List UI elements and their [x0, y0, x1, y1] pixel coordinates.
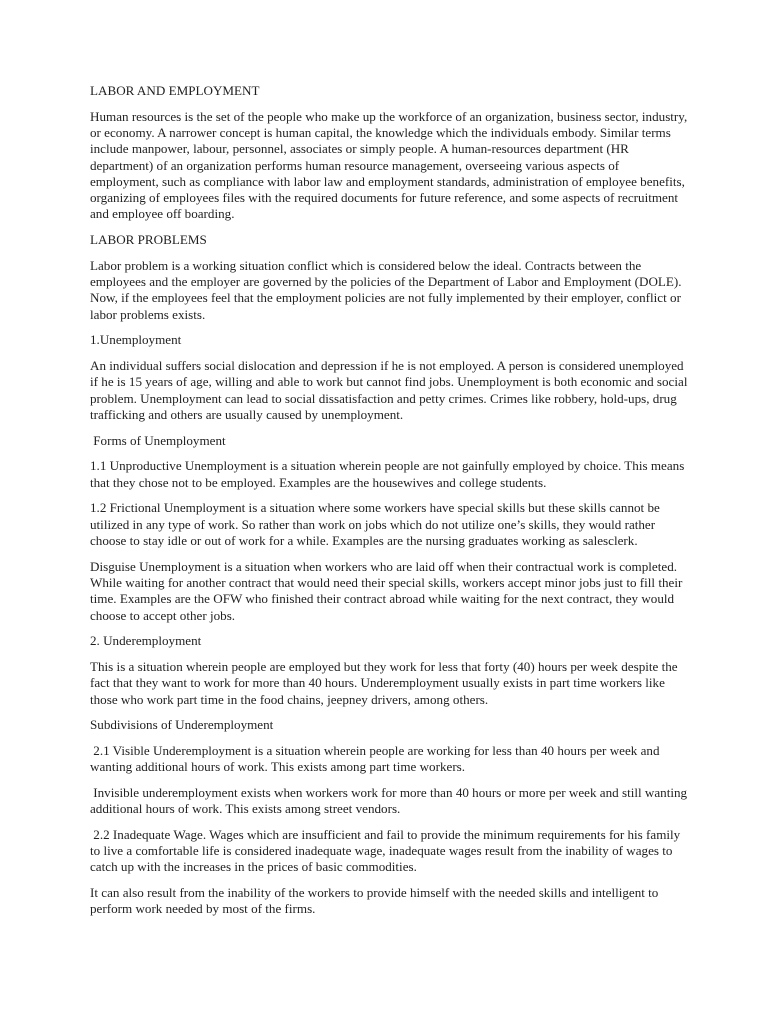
- labor-problems-paragraph: Labor problem is a working situation conflict which is considered below the ideal. Contracts between the employees and the employer are governed by the policies of the Department of Labor and Employment (DOLE). Now, if the employees feel that the employment policies are not fully implemented by their employer, conflict or labor problems exists.: [90, 257, 682, 322]
- intro-paragraph: Human resources is the set of the people who make up the workforce of an organization, business sector, industry, or economy. A narrower concept is human capital, the knowledge which the individuals embody. Similar terms include manpower, labour, personnel, associates or simply people. A human-resources department (HR department) of an organization performs human resource management, overseeing various aspects of employment, such as compliance with labor law and employment standards, administration of employee benefits, organizing of employees files with the required documents for future reference, and some aspects of recruitment and employee off boarding.: [90, 108, 688, 222]
- document-title: LABOR AND EMPLOYMENT: [90, 83, 260, 98]
- visible-underemployment-paragraph: 2.1 Visible Underemployment is a situation wherein people are working for less than 40 hours per week and wanting additional hours of work. This exists among part time workers.: [90, 742, 660, 775]
- labor-problems-heading: LABOR PROBLEMS: [90, 232, 207, 248]
- forms-of-unemployment-heading: Forms of Unemployment: [90, 432, 226, 448]
- disguise-unemployment-paragraph: Disguise Unemployment is a situation when workers who are laid off when their contractual work is completed. While waiting for another contract that would need their special skills, workers accept minor jobs just to fill their time. Examples are the OFW who finished their contract abroad while waiting for the next contract, they would choose to accept other jobs.: [90, 558, 683, 623]
- document-page: [90, 83, 690, 927]
- underemployment-paragraph: This is a situation wherein people are employed but they work for less that forty (40) hours per week despite the fact that they want to work for more than 40 hours. Underemployment usually exists in part time workers like those who work part time in the food chains, jeepney drivers, among others.: [90, 658, 678, 707]
- frictional-unemployment-paragraph: 1.2 Frictional Unemployment is a situation where some workers have special skills but these skills cannot be utilized in any type of work. So rather than work on jobs which do not utilize one’s skills, they would rather choose to stay idle or out of work for a while. Examples are the nursing graduates working as salesclerk.: [90, 500, 660, 548]
- closing-paragraph: It can also result from the inability of the workers to provide himself with the needed skills and intelligent to perform work needed by most of the firms.: [90, 885, 659, 917]
- underemployment-heading: 2. Underemployment: [90, 633, 202, 649]
- unemployment-heading: 1.Unemployment: [90, 332, 182, 348]
- subdivisions-heading: Subdivisions of Underemployment: [90, 717, 274, 733]
- inadequate-wage-paragraph: 2.2 Inadequate Wage. Wages which are insufficient and fail to provide the minimum requirements for his family to live a comfortable life is considered inadequate wage, inadequate wages result from the inability of wages to catch up with the increases in the prices of basic commodities.: [90, 826, 681, 875]
- unproductive-unemployment-paragraph: 1.1 Unproductive Unemployment is a situation wherein people are not gainfully employed by choice. This means that they chose not to be employed. Examples are the housewives and college students.: [90, 458, 685, 490]
- invisible-underemployment-paragraph: Invisible underemployment exists when workers work for more than 40 hours or more per week and still wanting additional hours of work. This exists among street vendors.: [90, 784, 688, 817]
- unemployment-paragraph: An individual suffers social dislocation and depression if he is not employed. A person is considered unemployed if he is 15 years of age, willing and able to work but cannot find jobs. Unemployment is both economic and social problem. Unemployment can lead to social dissatisfaction and petty crimes. Crimes like robbery, hold-ups, drug trafficking and others are usually caused by unemployment.: [90, 358, 688, 422]
